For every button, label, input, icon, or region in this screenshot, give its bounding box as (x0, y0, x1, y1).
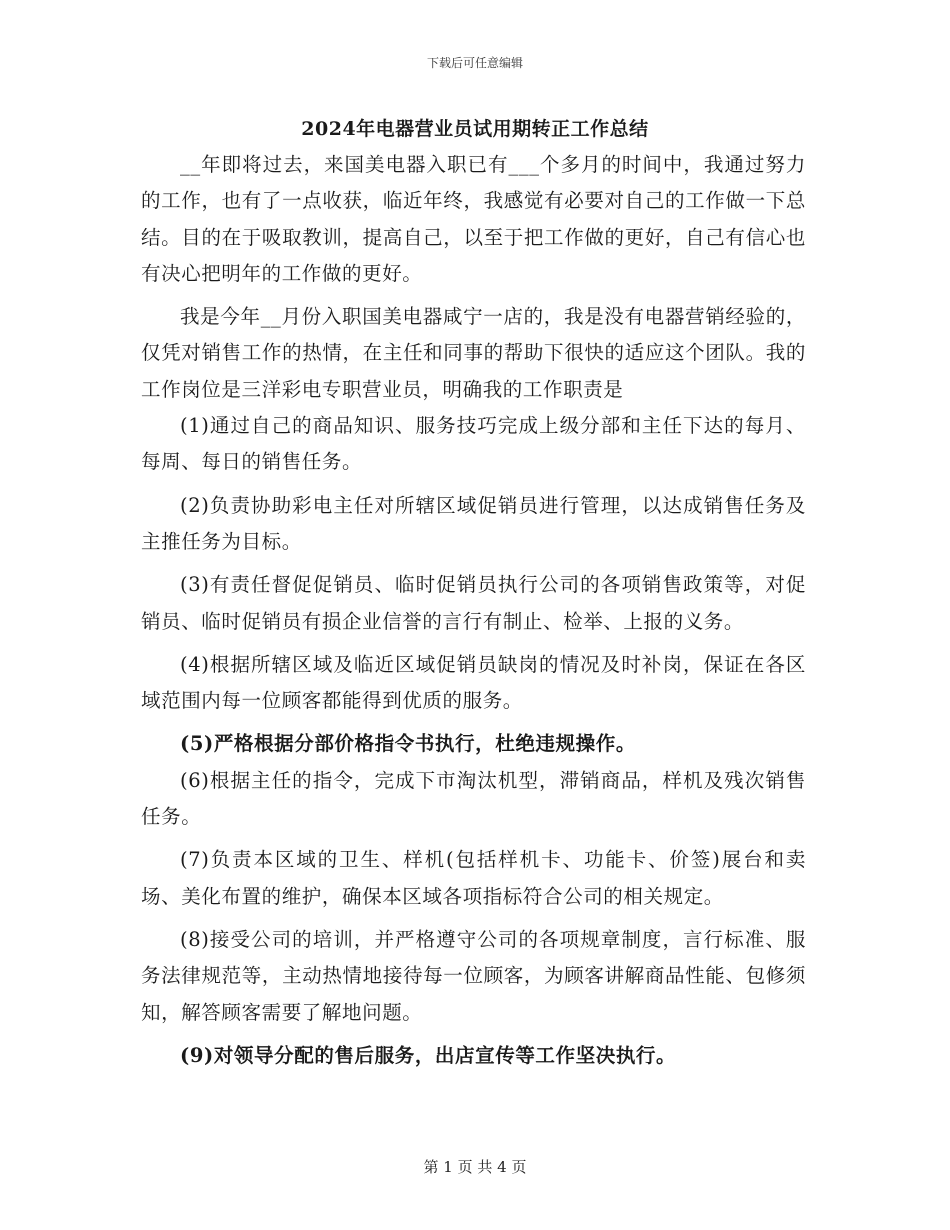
duty-item-7: (7)负责本区域的卫生、样机(包括样机卡、功能卡、价签)展台和卖场、美化布置的维护，确保本区域各项指标符合公司的相关规定。 (141, 848, 806, 908)
duty-item-6: (6)根据主任的指令，完成下市淘汰机型，滞销商品，样机及残次销售任务。 (141, 768, 806, 829)
page-number: 第 1 页 共 4 页 (423, 1158, 527, 1176)
duty-item-2: (2)负责协助彩电主任对所辖区域促销员进行管理，以达成销售任务及主推任务为目标。 (141, 493, 806, 553)
duty-item-9: (9)对领导分配的售后服务，出店宣传等工作坚决执行。 (180, 1043, 677, 1067)
document-body (141, 147, 806, 1074)
duty-item-5: (5)严格根据分部价格指令书执行，杜绝违规操作。 (180, 732, 636, 756)
duty-item-1: (1)通过自己的商品知识、服务技巧完成上级分部和主任下达的每月、每周、每日的销售任务。 (141, 414, 806, 474)
paragraph-intro: __年即将过去，来国美电器入职已有___个多月的时间中，我通过努力的工作，也有了一点收获，临近年终，我感觉有必要对自己的工作做一下总结。目的在于吸取教训，提高自己，以至于把工作做的更好，自己有信心也有决心把明年的工作做的更好。 (141, 153, 806, 285)
duty-item-4: (4)根据所辖区域及临近区域促销员缺岗的情况及时补岗，保证在各区域范围内每一位顾客都能得到优质的服务。 (141, 652, 806, 713)
duty-item-8: (8)接受公司的培训，并严格遵守公司的各项规章制度，言行标准、服务法律规范等，主动热情地接待每一位顾客，为顾客讲解商品性能、包修须知，解答顾客需要了解地问题。 (141, 927, 806, 1024)
header-note: 下载后可任意编辑 (426, 56, 523, 70)
paragraph-background: 我是今年__月份入职国美电器咸宁一店的，我是没有电器营销经验的，仅凭对销售工作的热情，在主任和同事的帮助下很快的适应这个团队。我的工作岗位是三洋彩电专职营业员，明确我的工作职责是 (141, 305, 806, 401)
document-title: 2024年电器营业员试用期转正工作总结 (301, 118, 649, 140)
duty-item-3: (3)有责任督促促销员、临时促销员执行公司的各项销售政策等，对促销员、临时促销员有损企业信誉的言行有制止、检举、上报的义务。 (141, 573, 806, 633)
